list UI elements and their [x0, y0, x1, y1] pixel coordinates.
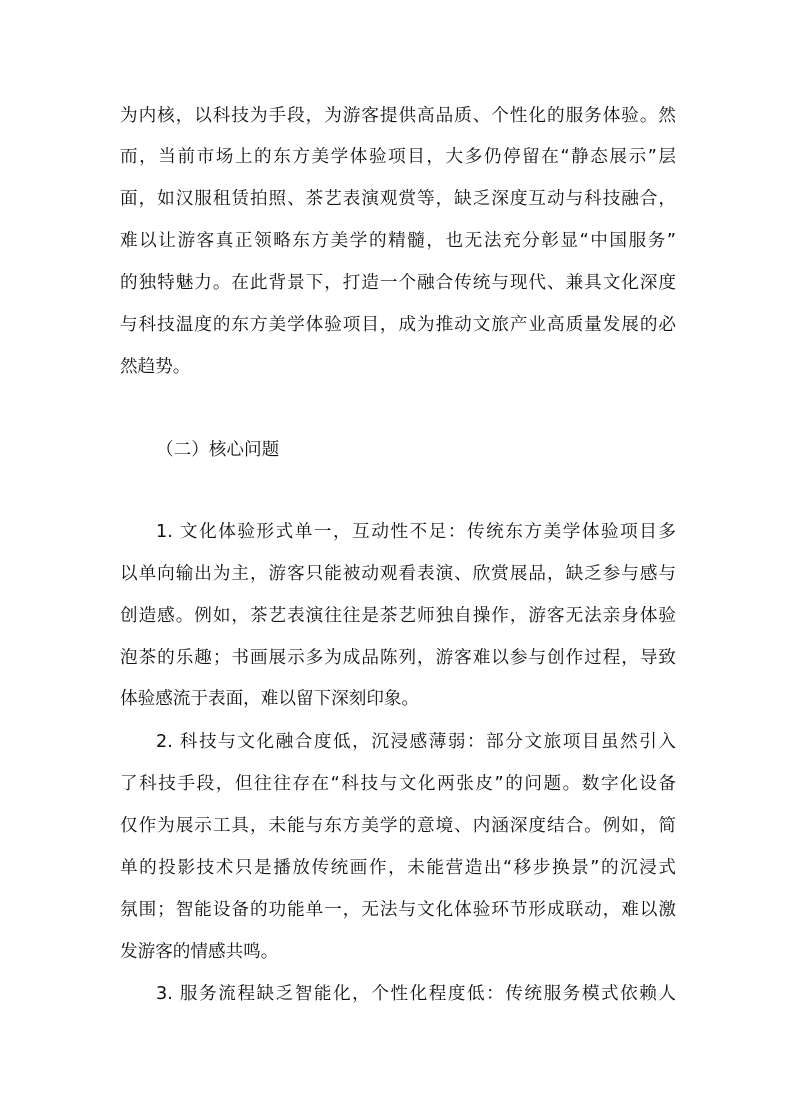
text-line: 仅作为展示工具，未能与东方美学的意境、内涵深度结合。例如，简 [120, 816, 676, 836]
text-line: 难以让游客真正领略东方美学的精髓，也无法充分彰显“中国服务” [120, 231, 676, 251]
text-line: 为内核，以科技为手段，为游客提供高品质、个性化的服务体验。然 [120, 106, 676, 126]
section-heading: （二）核心问题 [156, 440, 280, 460]
text-line: 发游客的情感共鸣。 [120, 942, 279, 962]
text-line: 氛围；智能设备的功能单一，无法与文化体验环节形成联动，难以激 [120, 900, 676, 920]
text-line: 创造感。例如，茶艺表演往往是茶艺师独自操作，游客无法亲身体验 [120, 606, 676, 626]
text-line: 面，如汉服租赁拍照、茶艺表演观赏等，缺乏深度互动与科技融合， [120, 189, 676, 209]
text-line: 3. 服务流程缺乏智能化，个性化程度低：传统服务模式依赖人 [156, 984, 676, 1004]
text-line: 2. 科技与文化融合度低，沉浸感薄弱：部分文旅项目虽然引入 [156, 732, 676, 752]
text-line: 了科技手段，但往往存在“科技与文化两张皮”的问题。数字化设备 [120, 774, 676, 794]
text-line: 而，当前市场上的东方美学体验项目，大多仍停留在“静态展示”层 [120, 147, 676, 167]
text-line: 的独特魅力。在此背景下，打造一个融合传统与现代、兼具文化深度 [120, 273, 676, 293]
text-line: 以单向输出为主，游客只能被动观看表演、欣赏展品，缺乏参与感与 [120, 564, 676, 584]
text-line: 体验感流于表面，难以留下深刻印象。 [120, 689, 420, 709]
text-line: 泡茶的乐趣；书画展示多为成品陈列，游客难以参与创作过程，导致 [120, 648, 676, 668]
text-line: 1. 文化体验形式单一，互动性不足：传统东方美学体验项目多 [156, 522, 676, 542]
text-line: 与科技温度的东方美学体验项目，成为推动文旅产业高质量发展的必 [120, 315, 676, 335]
text-line: 单的投影技术只是播放传统画作，未能营造出“移步换景”的沉浸式 [120, 858, 676, 878]
text-line: 然趋势。 [120, 357, 191, 377]
